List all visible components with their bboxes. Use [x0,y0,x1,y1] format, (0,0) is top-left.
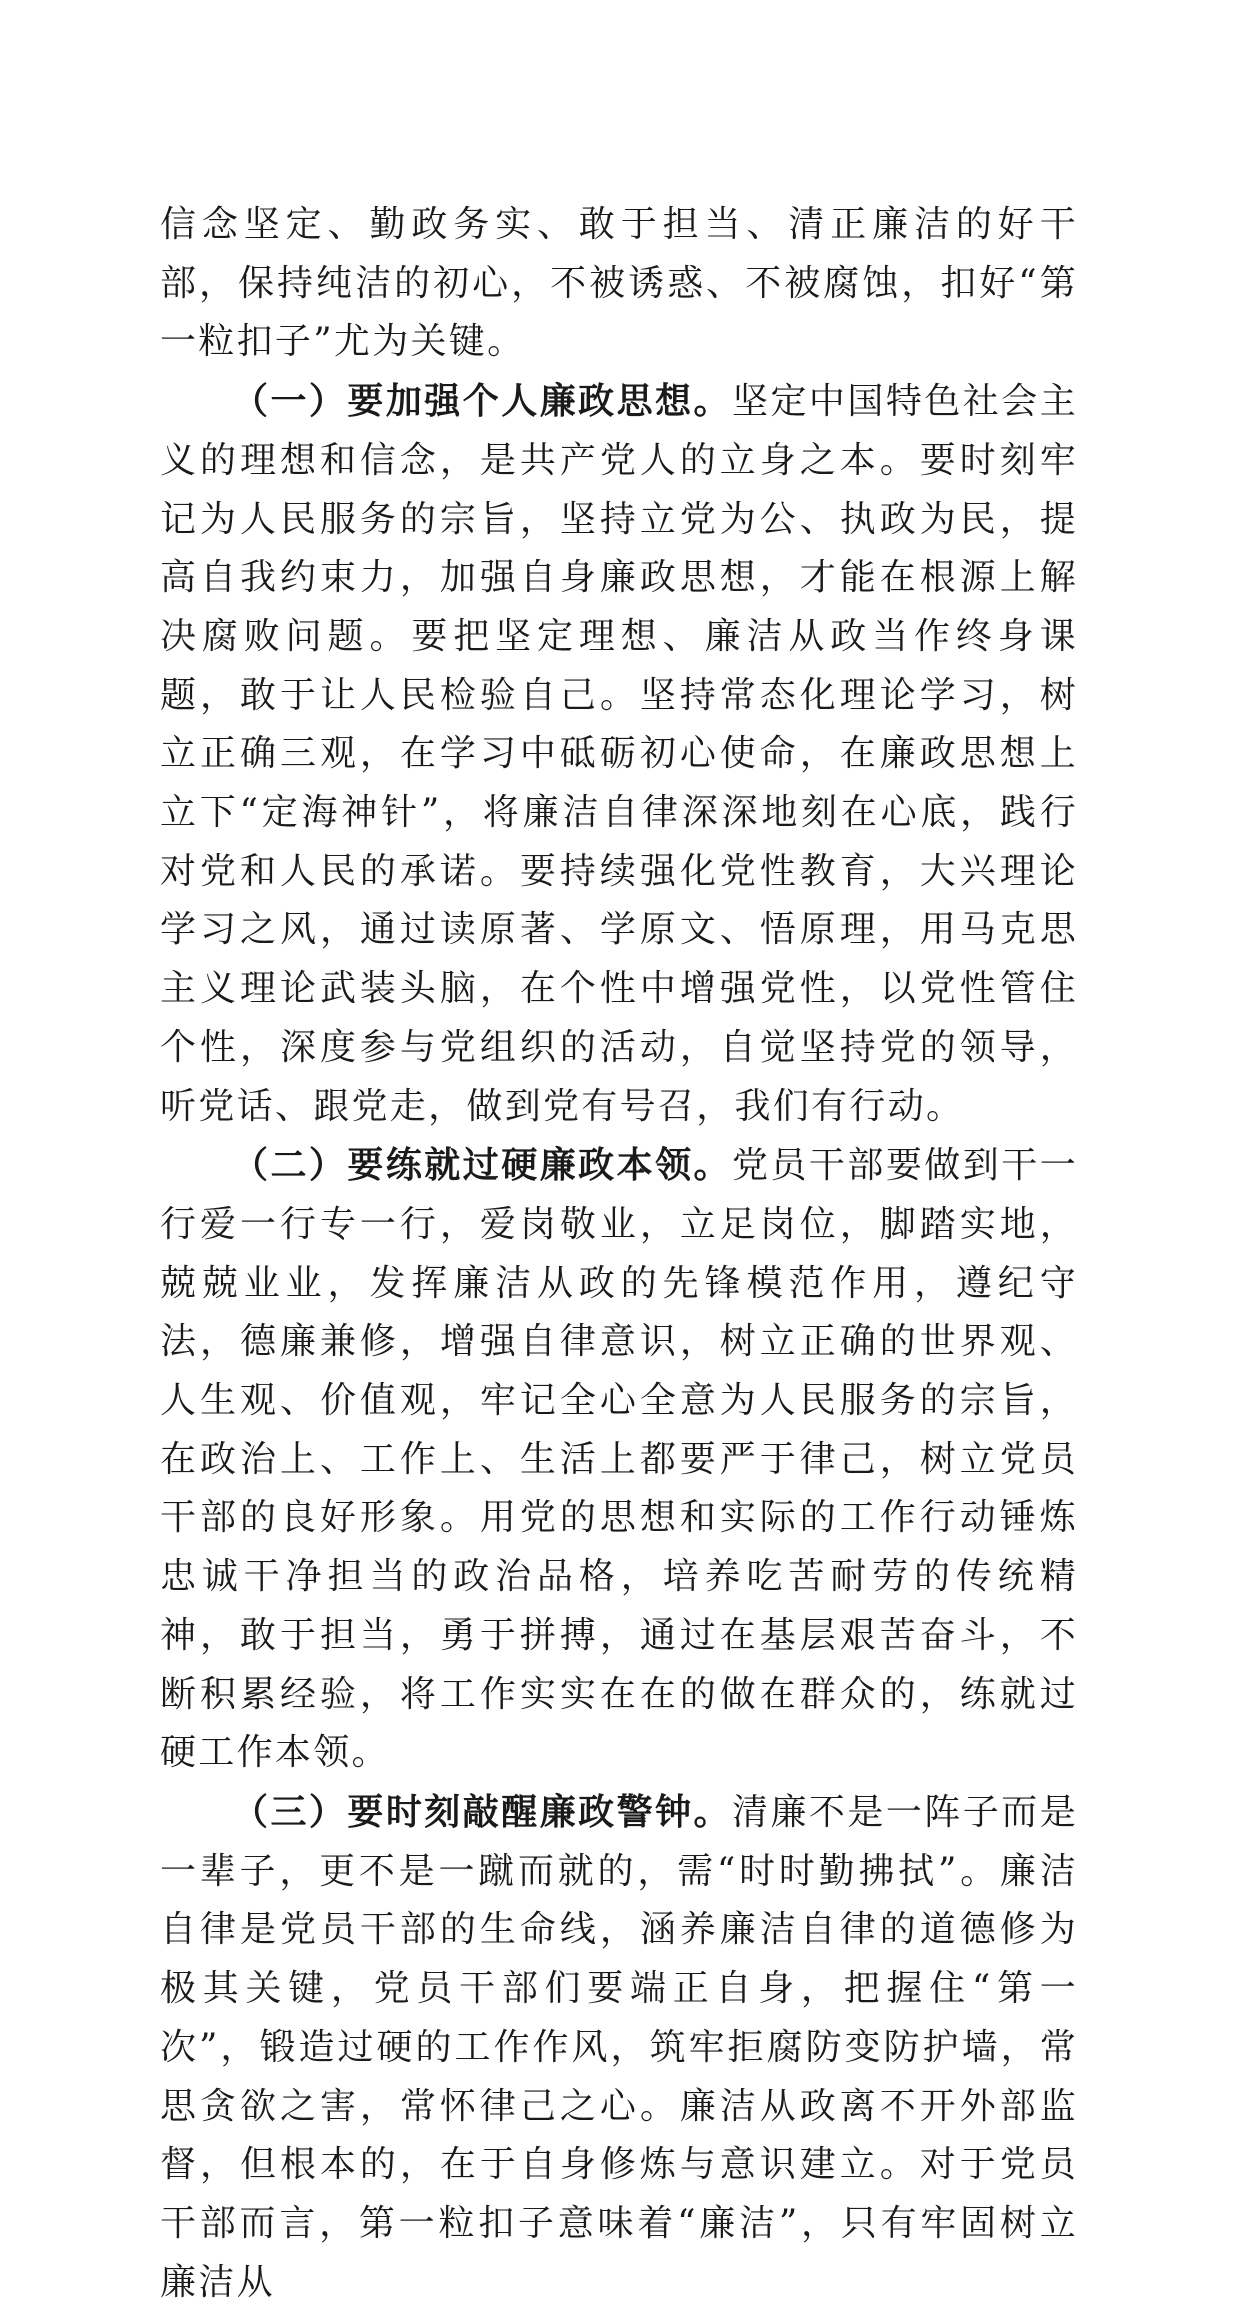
section-heading: （二）要练就过硬廉政本领。 [232,1144,732,1187]
document-page [160,196,1078,2312]
paragraph-section-3 [160,1783,1078,2312]
paragraph-intro [160,196,1078,372]
paragraph-text: 清廉不是一阵子而是一辈子，更不是一蹴而就的，需“时时勤拂拭”。廉洁自律是党员干部的生命线，涵养廉洁自律的道德修为极其关键，党员干部们要端正自身，把握住“第一次”，锻造过硬的工作作风，筑牢拒腐防变防护墙，常思贪欲之害，常怀律己之心。廉洁从政离不开外部监督，但根本的，在于自身修炼与意识建立。对于党员干部而言，第一粒扣子意味着“廉洁”，只有牢固树立廉洁从 [160,1791,1078,2303]
paragraph-section-1 [160,372,1078,1136]
paragraph-text: 党员干部要做到干一行爱一行专一行，爱岗敬业，立足岗位，脚踏实地，兢兢业业，发挥廉洁从政的先锋模范作用，遵纪守法，德廉兼修，增强自律意识，树立正确的世界观、人生观、价值观，牢记全心全意为人民服务的宗旨，在政治上、工作上、生活上都要严于律己，树立党员干部的良好形象。用党的思想和实际的工作行动锤炼忠诚干净担当的政治品格，培养吃苦耐劳的传统精神，敢于担当，勇于拼搏，通过在基层艰苦奋斗，不断积累经验，将工作实实在在的做在群众的，练就过硬工作本领。 [160,1145,1078,1774]
section-heading: （一）要加强个人廉政思想。 [232,380,732,423]
paragraph-section-2 [160,1136,1078,1783]
section-heading: （三）要时刻敲醒廉政警钟。 [232,1790,732,1833]
paragraph-text: 信念坚定、勤政务实、敢于担当、清正廉洁的好干部，保持纯洁的初心，不被诱惑、不被腐蚀，扣好“第一粒扣子”尤为关键。 [160,204,1078,363]
paragraph-text: 坚定中国特色社会主义的理想和信念，是共产党人的立身之本。要时刻牢记为人民服务的宗旨，坚持立党为公、执政为民，提高自我约束力，加强自身廉政思想，才能在根源上解决腐败问题。要把坚定理想、廉洁从政当作终身课题，敢于让人民检验自己。坚持常态化理论学习，树立正确三观，在学习中砥砺初心使命，在廉政思想上立下“定海神针”，将廉洁自律深深地刻在心底，践行对党和人民的承诺。要持续强化党性教育，大兴理论学习之风，通过读原著、学原文、悟原理，用马克思主义理论武装头脑，在个性中增强党性，以党性管住个性，深度参与党组织的活动，自觉坚持党的领导，听党话、跟党走，做到党有号召，我们有行动。 [160,381,1078,1127]
